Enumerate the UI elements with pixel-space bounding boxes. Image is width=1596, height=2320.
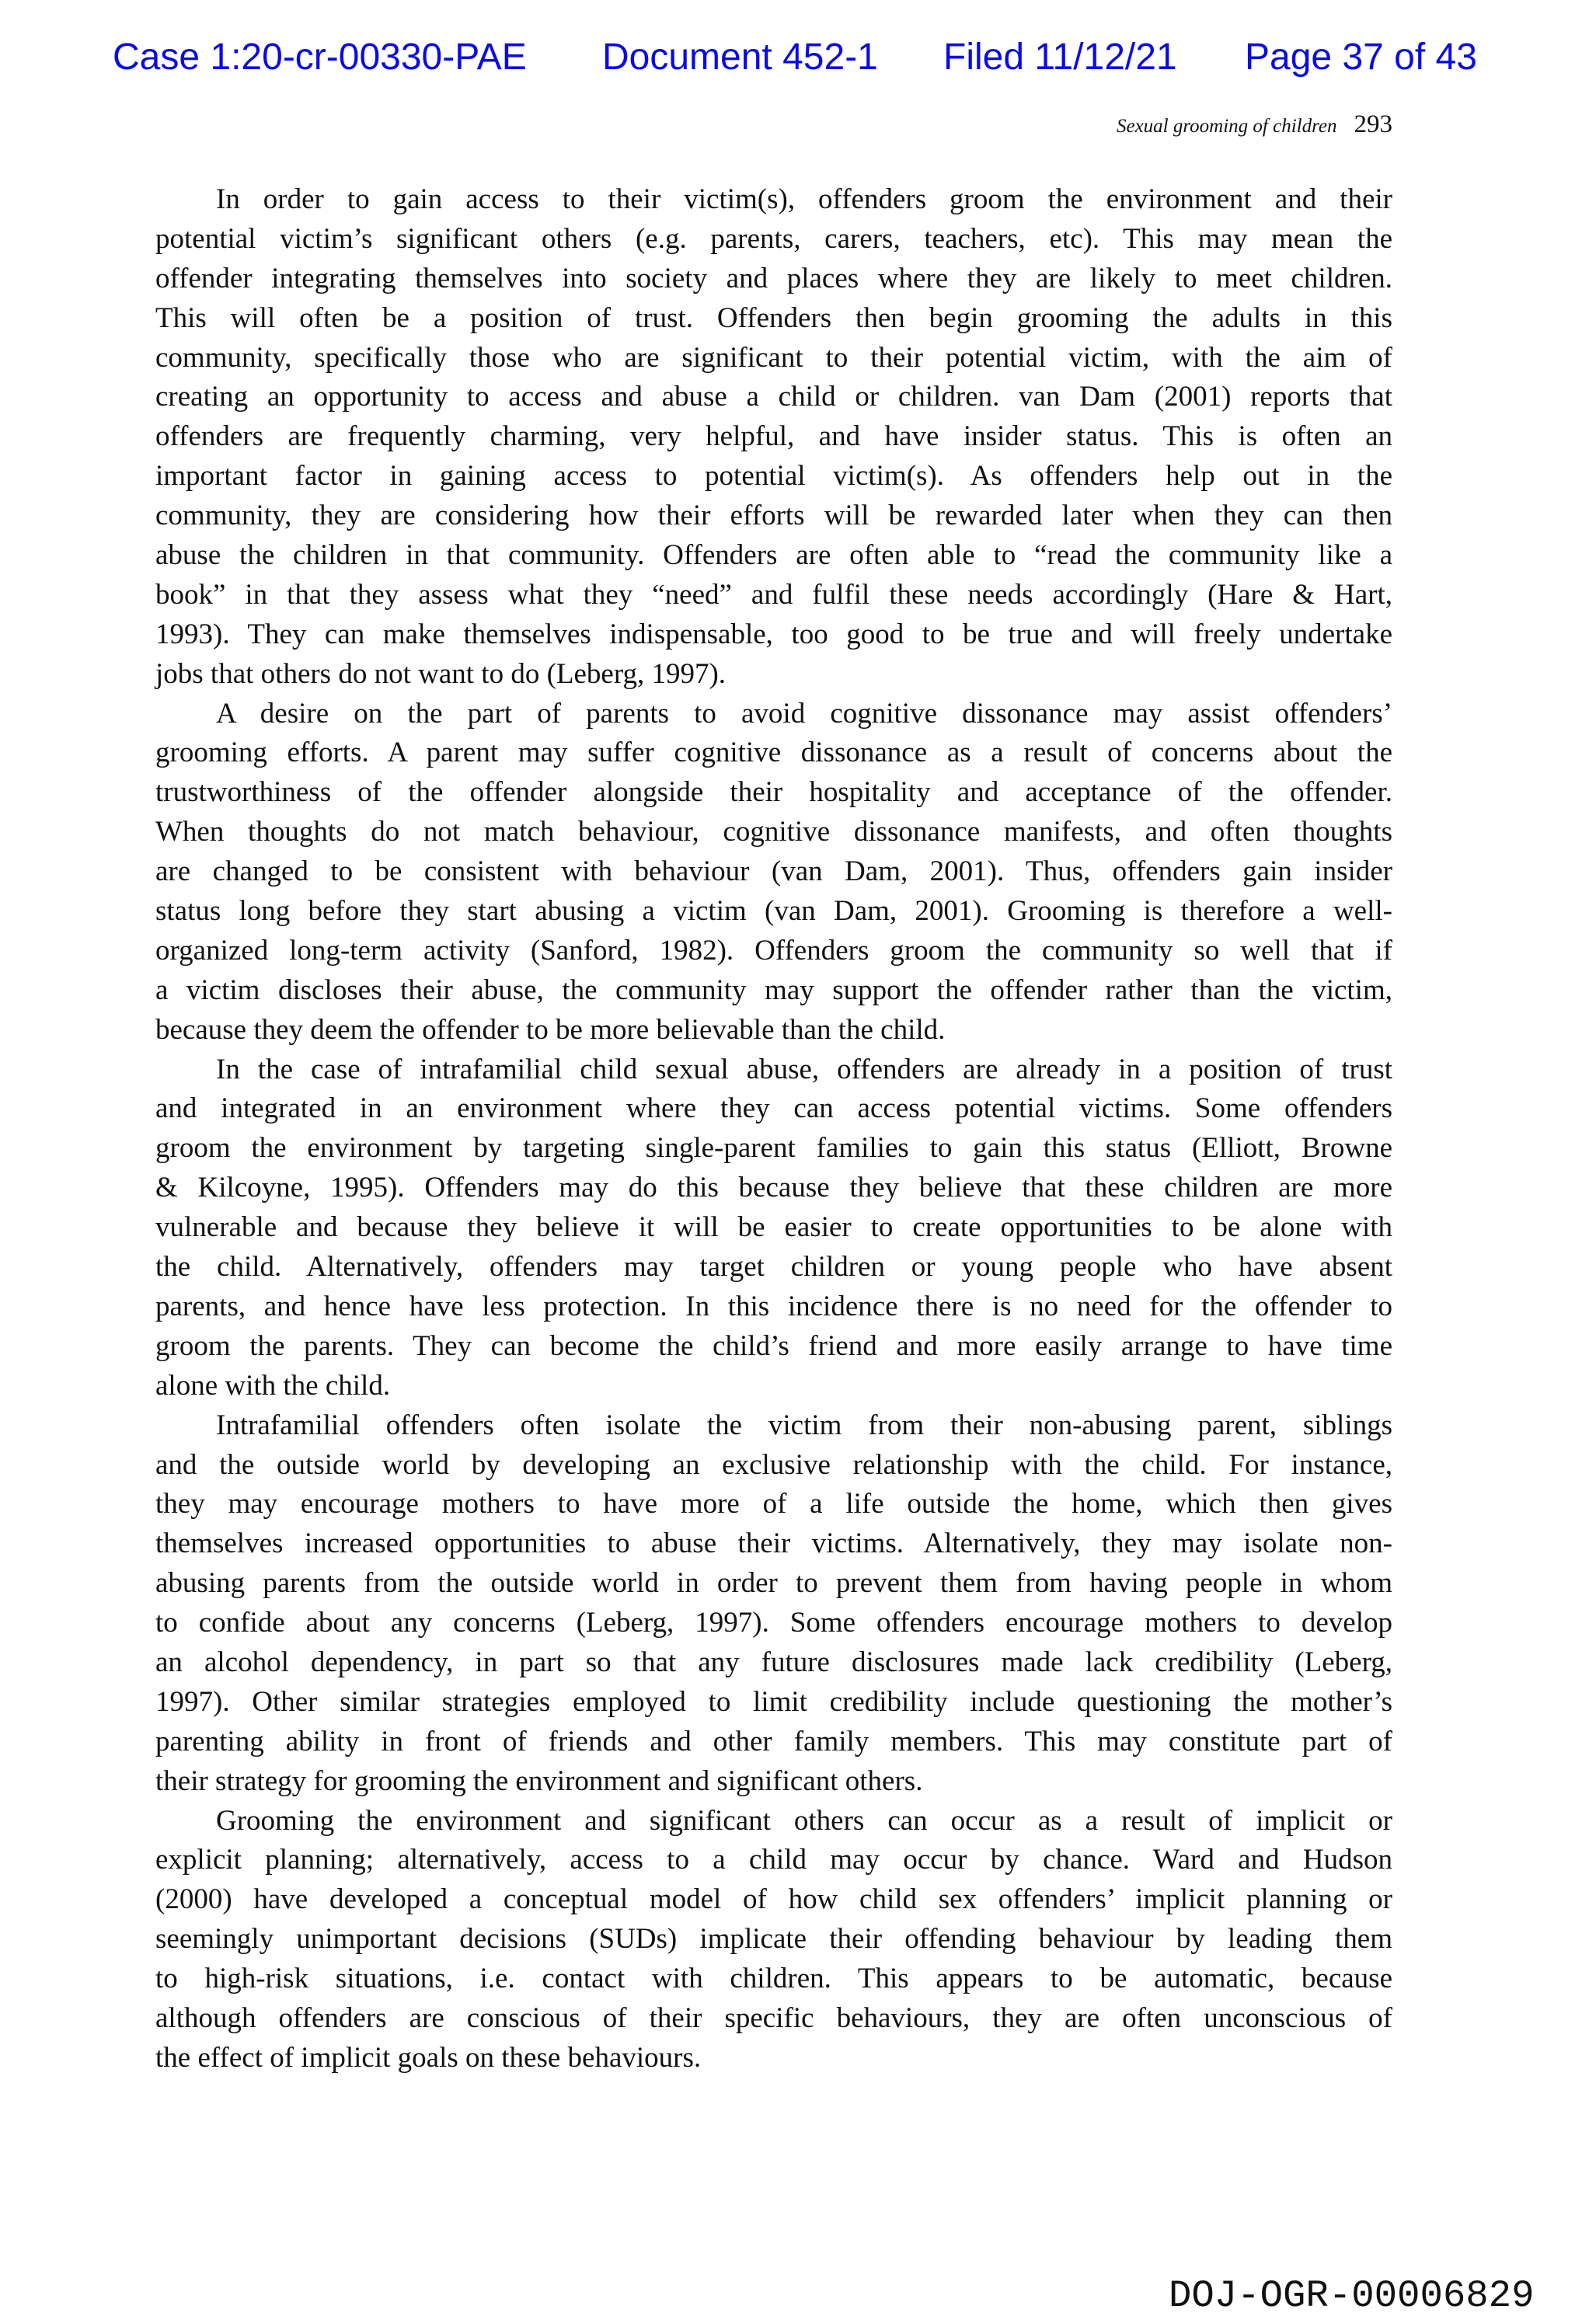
text-line: potential victim’s significant others (e.g. parents, carers, teachers, etc). This may mean the [155,222,1392,255]
text-line: A desire on the part of parents to avoid cognitive dissonance may assist offenders’ [216,697,1392,730]
filed-date-stamp: Filed 11/12/21 [943,37,1177,78]
paragraph [155,1802,1392,2078]
text-line: 1997). Other similar strategies employed to limit credibility include questioning the mother’s [155,1685,1392,1718]
page-count-stamp: Page 37 of 43 [1245,37,1477,78]
case-number-stamp: Case 1:20-cr-00330-PAE [113,37,527,78]
text-line: When thoughts do not match behaviour, cognitive dissonance manifests, and often thoughts [155,816,1392,848]
running-head-title: Sexual grooming of children [1116,116,1337,137]
text-line: 1993). They can make themselves indispensable, too good to be true and will freely undertake [155,618,1392,650]
text-line: offenders are frequently charming, very helpful, and have insider status. This is often an [155,420,1392,453]
text-line: community, specifically those who are significant to their potential victim, with the aim of [155,341,1392,374]
paragraph [155,695,1392,1050]
text-line: to high-risk situations, i.e. contact with children. This appears to be automatic, because [155,1963,1392,1995]
text-line: because they deem the offender to be more believable than the child. [155,1013,946,1046]
text-line: grooming efforts. A parent may suffer cognitive dissonance as a result of concerns about the [155,737,1392,769]
text-line: explicit planning; alternatively, access to a child may occur by chance. Ward and Hudson [155,1844,1392,1876]
paragraph [155,180,1392,695]
text-line: trustworthiness of the offender alongside their hospitality and acceptance of the offender. [155,776,1392,809]
text-line: groom the parents. They can become the child’s friend and more easily arrange to have time [155,1329,1392,1362]
text-line: to confide about any concerns (Leberg, 1997). Some offenders encourage mothers to develop [155,1607,1392,1639]
text-line: themselves increased opportunities to abuse their victims. Alternatively, they may isolate non- [155,1528,1392,1560]
text-line: and the outside world by developing an exclusive relationship with the child. For instance, [155,1448,1392,1481]
text-line: In the case of intrafamilial child sexual abuse, offenders are already in a position of trust [216,1053,1392,1085]
text-line: In order to gain access to their victim(s), offenders groom the environment and their [216,183,1392,215]
text-line: Grooming the environment and significant others can occur as a result of implicit or [216,1804,1392,1837]
text-line: parenting ability in front of friends and other family members. This may constitute part of [155,1725,1392,1757]
text-line: vulnerable and because they believe it will be easier to create opportunities to be alone with [155,1211,1392,1244]
text-line: (2000) have developed a conceptual model of how child sex offenders’ implicit planning or [155,1883,1392,1916]
text-line: abuse the children in that community. Offenders are often able to “read the community like a [155,539,1392,572]
running-head [1117,109,1392,145]
text-line: are changed to be consistent with behaviour (van Dam, 2001). Thus, offenders gain insider [155,855,1392,888]
text-line: parents, and hence have less protection. In this incidence there is no need for the offender to [155,1290,1392,1322]
text-line: they may encourage mothers to have more of a life outside the home, which then gives [155,1488,1392,1521]
running-head-page-number: 293 [1354,110,1392,138]
paragraph [155,1050,1392,1406]
text-line: and integrated in an environment where they can access potential victims. Some offenders [155,1092,1392,1125]
text-line: & Kilcoyne, 1995). Offenders may do this because they believe that these children are more [155,1172,1392,1204]
text-line: offender integrating themselves into society and places where they are likely to meet children. [155,262,1392,294]
body-text [155,180,1392,2078]
document-number-stamp: Document 452-1 [602,37,878,78]
paragraph [155,1406,1392,1802]
text-line: groom the environment by targeting single-parent families to gain this status (Elliott, Browne [155,1132,1392,1165]
text-line: creating an opportunity to access and abuse a child or children. van Dam (2001) reports that [155,381,1392,413]
text-line: jobs that others do not want to do (Leberg, 1997). [155,657,727,690]
text-line: community, they are considering how their efforts will be rewarded later when they can then [155,500,1392,532]
text-line: alone with the child. [155,1369,391,1402]
text-line: the effect of implicit goals on these behaviours. [155,2041,702,2074]
text-line: This will often be a position of trust. Offenders then begin grooming the adults in this [155,301,1392,334]
text-line: organized long-term activity (Sanford, 1982). Offenders groom the community so well that if [155,934,1392,967]
text-line: the child. Alternatively, offenders may target children or young people who have absent [155,1251,1392,1284]
text-line: their strategy for grooming the environment and significant others. [155,1764,923,1797]
text-line: a victim discloses their abuse, the community may support the offender rather than the victim, [155,974,1392,1006]
text-line: although offenders are conscious of their specific behaviours, they are often unconscious of [155,2001,1392,2034]
text-line: Intrafamilial offenders often isolate the victim from their non-abusing parent, siblings [216,1409,1392,1441]
bates-number: DOJ-OGR-00006829 [1169,2274,1535,2318]
text-line: book” in that they assess what they “need” and fulfil these needs accordingly (Hare & Hart, [155,578,1392,611]
text-line: abusing parents from the outside world in order to prevent them from having people in whom [155,1567,1392,1600]
text-line: seemingly unimportant decisions (SUDs) implicate their offending behaviour by leading them [155,1923,1392,1956]
text-line: important factor in gaining access to potential victim(s). As offenders help out in the [155,460,1392,493]
text-line: status long before they start abusing a victim (van Dam, 2001). Grooming is therefore a well- [155,895,1392,928]
text-line: an alcohol dependency, in part so that any future disclosures made lack credibility (Leberg, [155,1646,1392,1678]
